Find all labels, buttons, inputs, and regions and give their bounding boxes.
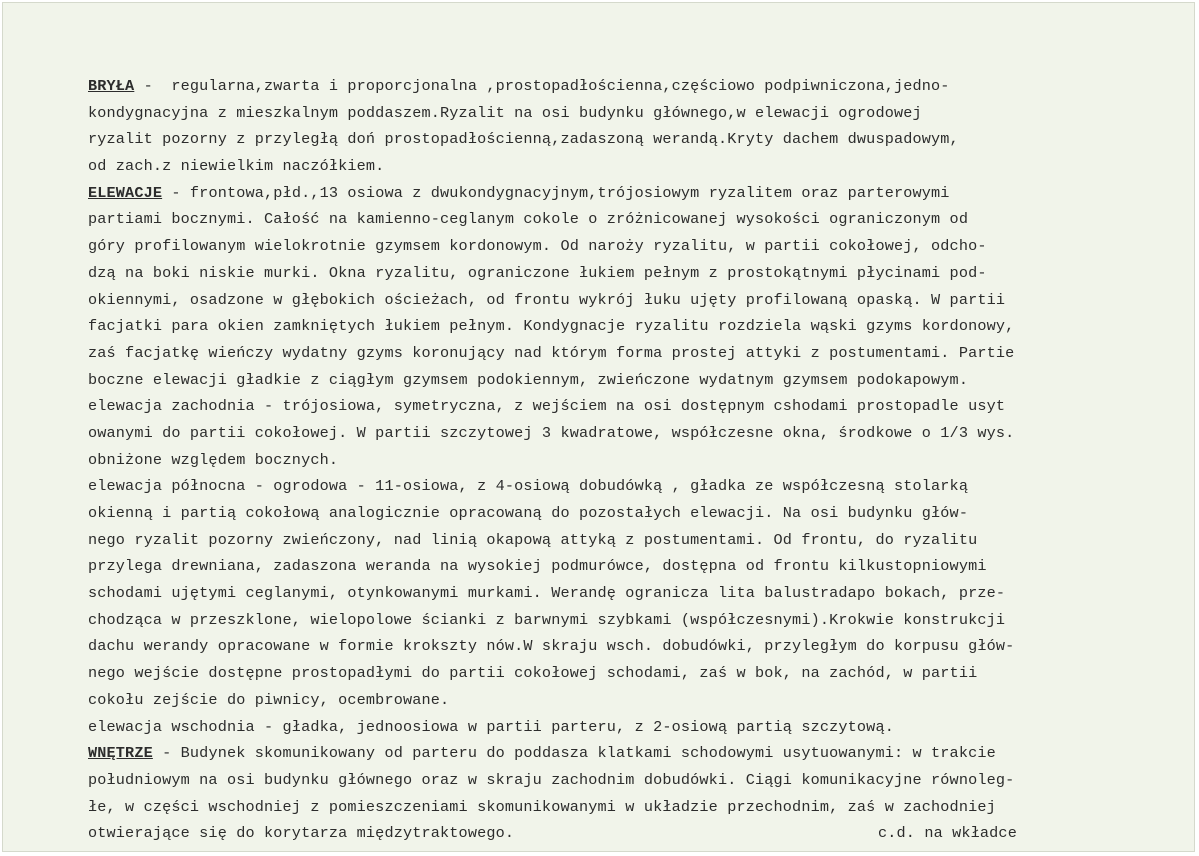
text-line — [88, 607, 1168, 634]
text-line — [88, 633, 1168, 660]
text-line — [88, 126, 1168, 153]
line-text: dzą na boki niskie murki. Okna ryzalitu, ograniczone łukiem pełnym z prostokątnymi płycinami pod- — [88, 263, 987, 282]
text-line — [88, 794, 1168, 821]
document-body — [88, 73, 1168, 847]
continuation-note: c.d. na wkładce — [878, 824, 1017, 843]
text-line — [88, 287, 1168, 314]
text-line — [88, 714, 1168, 741]
text-line — [88, 473, 1168, 500]
text-line — [88, 393, 1168, 420]
text-line — [88, 367, 1168, 394]
text-line — [88, 687, 1168, 714]
line-text: - regularna,zwarta i proporcjonalna ,prostopadłościenna,częściowo podpiwniczona,jedno- — [134, 77, 950, 95]
index-card — [2, 2, 1195, 852]
line-text: okienną i partią cokołową analogicznie opracowaną do pozostałych elewacji. Na osi budynku głów- — [88, 504, 969, 522]
text-line — [88, 153, 1168, 180]
text-line — [88, 100, 1168, 127]
line-text: - frontowa,płd.,13 osiowa z dwukondygnacyjnym,trójosiowym ryzalitem oraz parterowymi — [162, 183, 950, 202]
text-line — [88, 313, 1168, 340]
line-text: zaś facjatkę wieńczy wydatny gzyms koronujący nad którym forma prostej attyki z postumentami. Partie — [88, 343, 1015, 362]
section-heading-bryla: BRYŁA — [88, 77, 135, 95]
line-text: góry profilowanym wielokrotnie gzymsem kordonowym. Od naroży ryzalitu, w partii cokołowej, odcho- — [88, 237, 987, 256]
text-line — [88, 233, 1168, 260]
line-text: elewacja wschodnia - gładka, jednoosiowa w partii parteru, z 2-osiową partią szczytową. — [88, 717, 894, 736]
text-line — [88, 180, 1168, 207]
line-text: dachu werandy opracowane w formie krokszty nów.W skraju wsch. dobudówki, przyległym do korpusu głów- — [88, 637, 1015, 656]
line-text: owanymi do partii cokołowej. W partii szczytowej 3 kwadratowe, współczesne okna, środkowe o 1/3 wys. — [88, 423, 1015, 442]
line-text: cokołu zejście do piwnicy, ocembrowane. — [88, 690, 450, 709]
text-line — [88, 740, 1168, 767]
line-text: - Budynek skomunikowany od parteru do poddasza klatkami schodowymi usytuowanymi: w trakcie — [152, 744, 996, 763]
text-line — [88, 580, 1168, 607]
section-heading-wnetrze: WNĘTRZE — [88, 744, 153, 763]
text-line — [88, 500, 1168, 527]
line-text: elewacja północna - ogrodowa - 11-osiowa, z 4-osiową dobudówką , gładka ze współczesną stolarką — [88, 477, 969, 496]
line-text: schodami ujętymi ceglanymi, otynkowanymi murkami. Werandę ogranicza lita balustradapo bokach, prze- — [88, 584, 1006, 603]
line-text: od zach.z niewielkim naczółkiem. — [88, 157, 385, 176]
text-line — [88, 260, 1168, 287]
line-text: ryzalit pozorny z przyległą doń prostopadłościenną,zadaszoną werandą.Kryty dachem dwuspadowym, — [88, 130, 959, 149]
section-heading-elewacje: ELEWACJE — [88, 183, 163, 202]
text-line — [88, 73, 1168, 100]
text-line — [88, 820, 1168, 847]
line-text: kondygnacyjna z mieszkalnym poddaszem.Ryzalit na osi budynku głównego,w elewacji ogrodowej — [88, 103, 922, 122]
text-line — [88, 527, 1168, 554]
text-line — [88, 340, 1168, 367]
text-line — [88, 206, 1168, 233]
line-text: obniżone względem bocznych. — [88, 450, 339, 469]
line-text: facjatki para okien zamkniętych łukiem pełnym. Kondygnacje ryzalitu rozdziela wąski gzyms kordonowy, — [88, 317, 1015, 336]
text-line — [88, 447, 1168, 474]
line-text: przylega drewniana, zadaszona weranda na wysokiej podmurówce, dostępna od frontu kilkustopniowymi — [88, 557, 987, 576]
text-line — [88, 660, 1168, 687]
line-text: okiennymi, osadzone w głębokich ościeżach, od frontu wykrój łuku ujęty profilowaną opaską. W partii — [88, 290, 1006, 309]
line-text: elewacja zachodnia - trójosiowa, symetryczna, z wejściem na osi dostępnym cshodami prostopadle usyt — [88, 397, 1006, 416]
line-text: nego wejście dostępne prostopadłymi do partii cokołowej schodami, zaś w bok, na zachód, w partii — [88, 664, 978, 683]
line-text: nego ryzalit pozorny zwieńczony, nad linią okapową attyką z postumentami. Od frontu, do ryzalitu — [88, 530, 978, 549]
line-text: boczne elewacji gładkie z ciągłym gzymsem podokiennym, zwieńczone wydatnym gzymsem podokapowym. — [88, 370, 969, 389]
text-line — [88, 553, 1168, 580]
line-text: partiami bocznymi. Całość na kamienno-ceglanym cokole o zróżnicowanej wysokości ograniczonym od — [88, 210, 969, 229]
text-line — [88, 420, 1168, 447]
line-text: łe, w części wschodniej z pomieszczeniami skomunikowanymi w układzie przechodnim, zaś w zachodniej — [88, 797, 996, 816]
line-text: chodząca w przeszklone, wielopolowe ścianki z barwnymi szybkami (współczesnymi).Krokwie konstrukcji — [88, 610, 1006, 629]
line-text: południowym na osi budynku głównego oraz w skraju zachodnim dobudówki. Ciągi komunikacyjne równoleg- — [88, 770, 1015, 789]
text-line — [88, 767, 1168, 794]
line-text: otwierające się do korytarza międzytraktowego. — [88, 824, 515, 843]
